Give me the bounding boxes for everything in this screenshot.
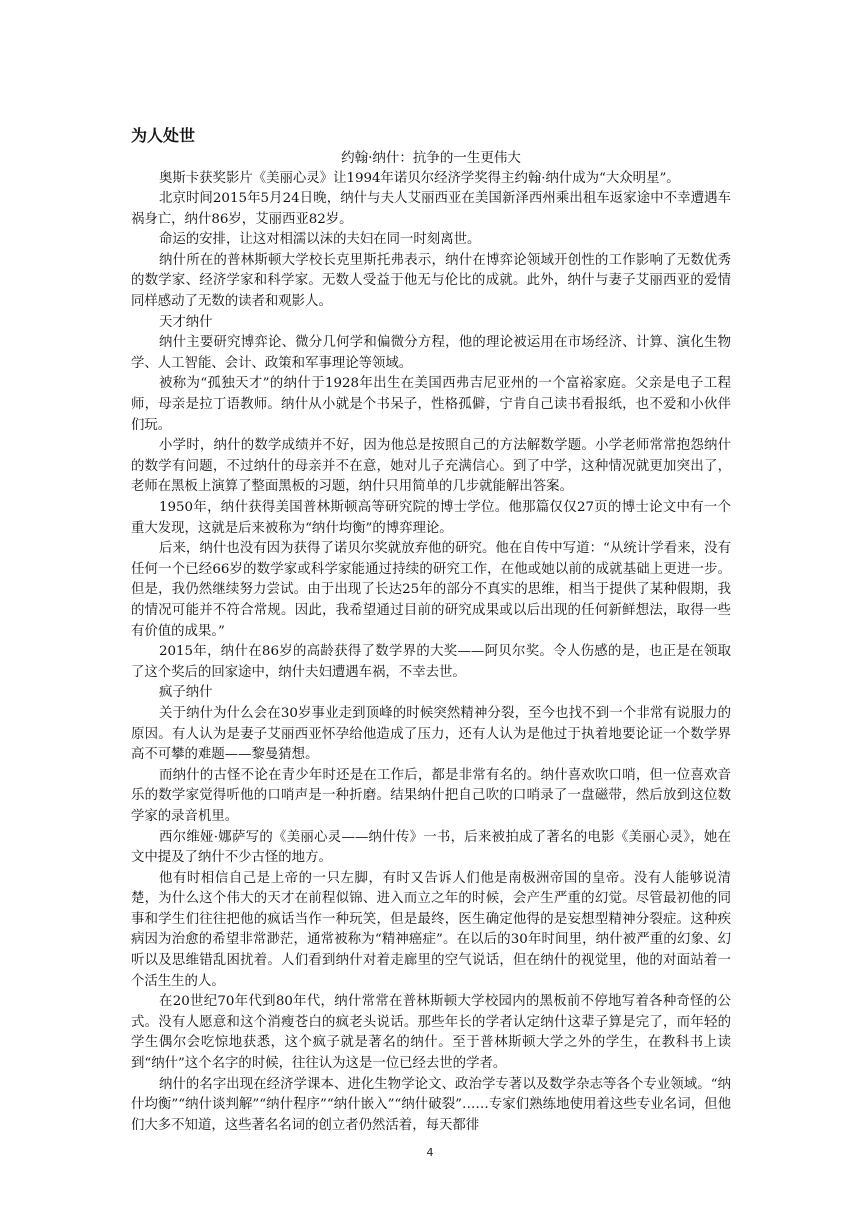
- paragraph: 奥斯卡获奖影片《美丽心灵》让1994年诺贝尔经济学奖得主约翰·纳什成为“大众明星”。: [159, 170, 680, 186]
- section-title: 为人处世: [131, 126, 196, 145]
- paragraph: 而纳什的古怪不论在青少年时还是在工作后，都是非常有名的。纳什喜欢吹口哨，但一位喜欢音乐的数学家觉得听他的口哨声是一种折磨。结果纳什把自己吹的口哨录了一盘磁带，然后放到这位数学家的录音机里。: [131, 767, 731, 824]
- paragraph: 纳什主要研究博弈论、微分几何学和偏微分方程，他的理论被运用在市场经济、计算、演化生物学、人工智能、会计、政策和军事理论等领域。: [131, 335, 731, 371]
- paragraph: 1950年，纳什获得美国普林斯顿高等研究院的博士学位。他那篇仅仅27页的博士论文中有一个重大发现，这就是后来被称为“纳什均衡”的博弈理论。: [131, 500, 731, 536]
- paragraph: 西尔维娅·娜萨写的《美丽心灵——纳什传》一书，后来被拍成了著名的电影《美丽心灵》，她在文中提及了纳什不少古怪的地方。: [131, 829, 731, 866]
- paragraph: 纳什所在的普林斯顿大学校长克里斯托弗表示，纳什在博弈论领域开创性的工作影响了无数优秀的数学家、经济学家和科学家。无数人受益于他无与伦比的成就。此外，纳什与妻子艾丽西亚的爱情同样感动了无数的读者和观影人。: [131, 252, 731, 310]
- paragraph: 后来，纳什也没有因为获得了诺贝尔奖就放弃他的研究。他在自传中写道：“从统计学看来，没有任何一个已经66岁的数学家或科学家能通过持续的研究工作，在他或她以前的成就基础上更进一步。但是，我仍然继续努力尝试。由于出现了长达25年的部分不真实的思维，相当于提供了某种假期，我的情况可能并不符合常规。因此，我希望通过目前的研究成果或以后出现的任何新鲜想法，取得一些有价值的成果。”: [131, 541, 731, 639]
- article-title: 约翰·纳什：抗争的一生更伟大: [341, 150, 521, 166]
- paragraph: 他有时相信自己是上帝的一只左脚，有时又告诉人们他是南极洲帝国的皇帝。没有人能够说清楚，为什么这个伟大的天才在前程似锦、进入而立之年的时候，会产生严重的幻觉。尽管最初他的同事和学生们往往把他的疯话当作一种玩笑，但是最终，医生确定他得的是妄想型精神分裂症。这种疾病因为治愈的希望非常渺茫，通常被称为“精神癌症”。在以后的30年时间里，纳什被严重的幻象、幻听以及思维错乱困扰着。人们看到纳什对着走廊里的空气说话，但在纳什的视觉里，他的对面站着一个活生生的人。: [131, 870, 731, 989]
- paragraph: 小学时，纳什的数学成绩并不好，因为他总是按照自己的方法解数学题。小学老师常常抱怨纳什的数学有问题，不过纳什的母亲并不在意，她对儿子充满信心。到了中学，这种情况就更加突出了，老师在黑板上演算了整面黑板的习题，纳什只用简单的几步就能解出答案。: [131, 438, 731, 495]
- paragraph: 在20世纪70年代到80年代，纳什常常在普林斯顿大学校园内的黑板前不停地写着各种奇怪的公式。没有人愿意和这个消瘦苍白的疯老头说话。那些年长的学者认定纳什这辈子算是完了，而年轻的学生偶尔会吃惊地获悉，这个疯子就是著名的纳什。至于普林斯顿大学之外的学生，在教科书上读到“纳什”这个名字的时候，往往认为这是一位已经去世的学者。: [131, 994, 731, 1072]
- paragraph: 北京时间2015年5月24日晚，纳什与夫人艾丽西亚在美国新泽西州乘出租车返家途中不幸遭遇车祸身亡，纳什86岁，艾丽西亚82岁。: [131, 191, 731, 227]
- paragraph: 被称为“孤独天才”的纳什于1928年出生在美国西弗吉尼亚州的一个富裕家庭。父亲是电子工程师，母亲是拉丁语教师。纳什从小就是个书呆子，性格孤僻，宁肯自己读书看报纸，也不爱和小伙伴们玩。: [131, 376, 731, 433]
- subsection-heading: 疯子纳什: [159, 685, 213, 701]
- paragraph: 命运的安排，让这对相濡以沫的夫妇在同一时刻离世。: [159, 232, 481, 248]
- subsection-heading: 天才纳什: [159, 314, 213, 330]
- article-paragraphs: [131, 169, 731, 1137]
- page-number: 4: [426, 1146, 434, 1159]
- paragraph: 2015年，纳什在86岁的高龄获得了数学界的大奖——阿贝尔奖。令人伤感的是，也正是在领取了这个奖后的回家途中，纳什夫妇遭遇车祸，不幸去世。: [131, 644, 731, 680]
- article-body: [131, 124, 731, 1136]
- paragraph: 关于纳什为什么会在30岁事业走到顶峰的时候突然精神分裂，至今也找不到一个非常有说服力的原因。有人认为是妻子艾丽西亚怀孕给他造成了压力，还有人认为是他过于执着地要论证一个数学界高不可攀的难题——黎曼猜想。: [131, 705, 731, 763]
- paragraph: 纳什的名字出现在经济学课本、进化生物学论文、政治学专著以及数学杂志等各个专业领域。“纳什均衡”“纳什谈判解”“纳什程序”“纳什嵌入”“纳什破裂”……专家们熟练地使用着这些专业名词，但他们大多不知道，这些著名名词的创立者仍然活着，每天都徘: [131, 1076, 731, 1133]
